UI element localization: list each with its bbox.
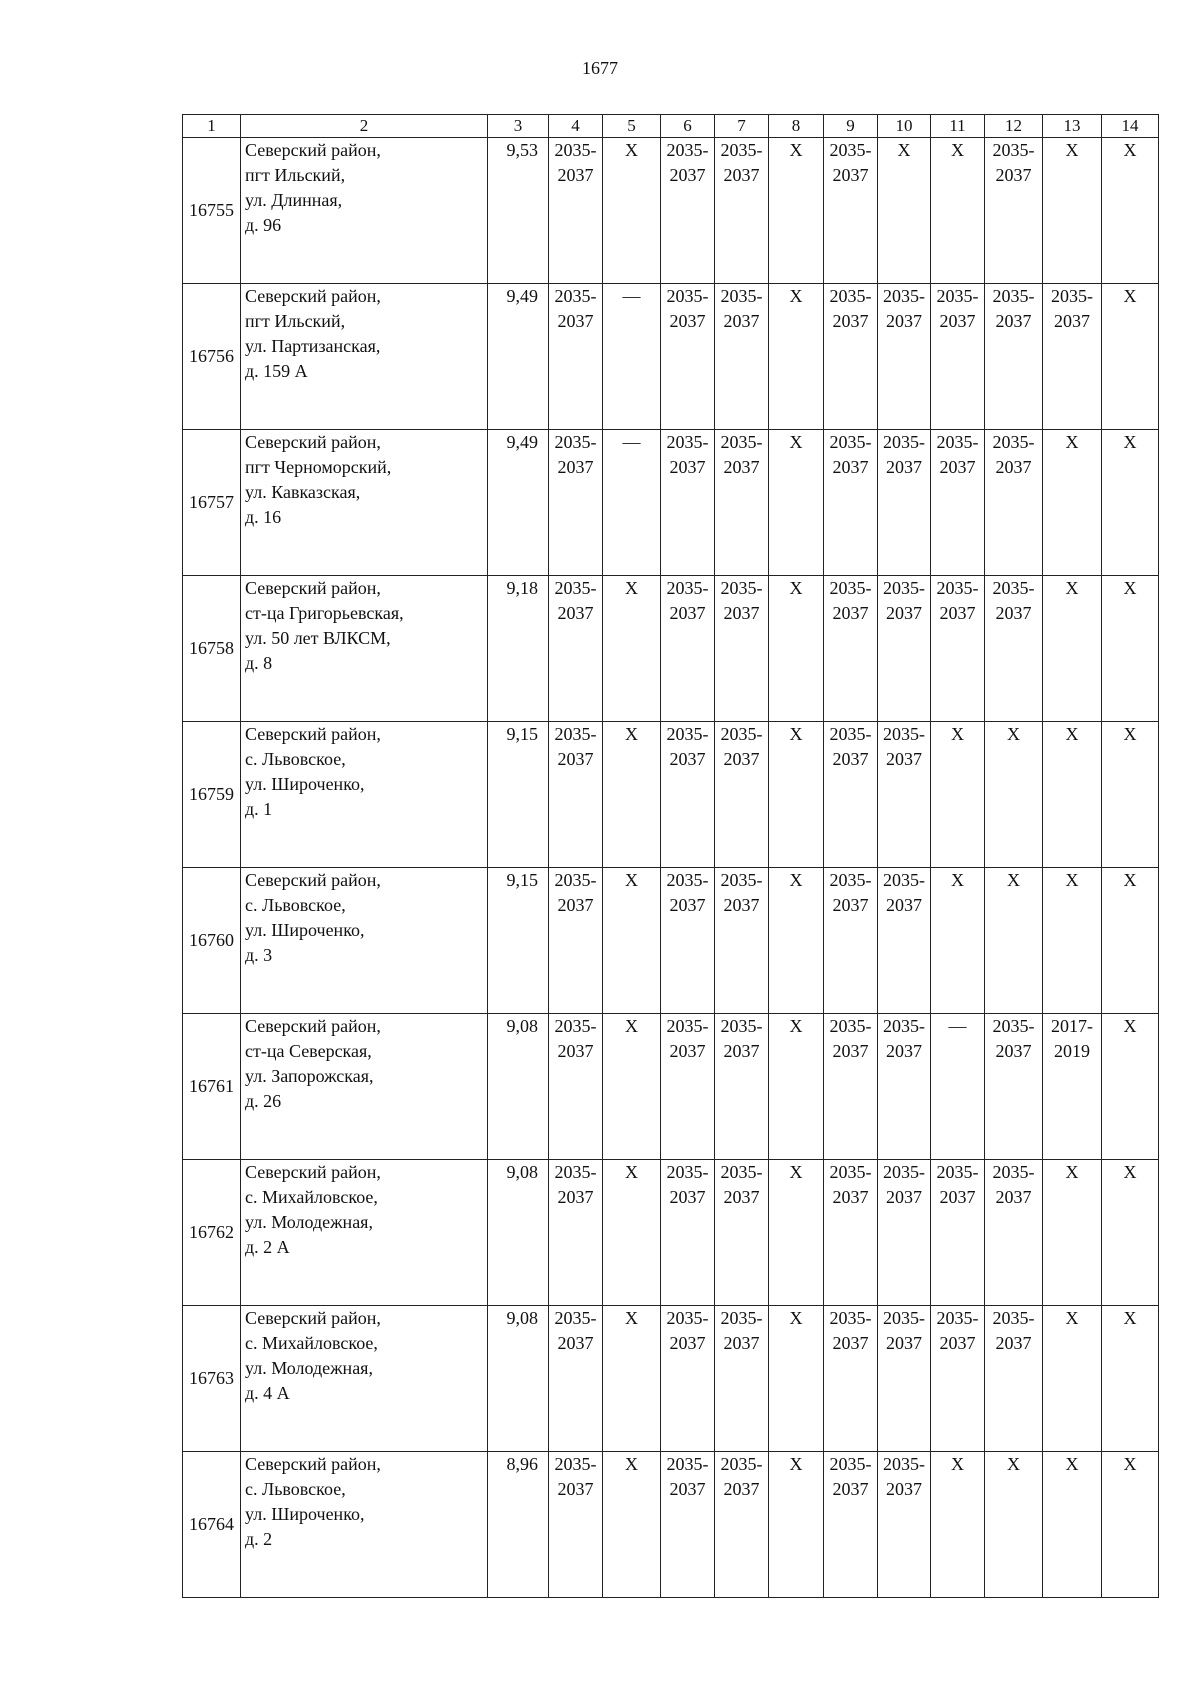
- schedule-cell: Х: [769, 868, 824, 1014]
- schedule-cell: 2035- 2037: [824, 576, 878, 722]
- column-header: 14: [1102, 115, 1159, 138]
- schedule-cell: 2035- 2037: [661, 1160, 715, 1306]
- schedule-cell: Х: [603, 1306, 661, 1452]
- schedule-cell: Х: [603, 1160, 661, 1306]
- schedule-cell: 2035- 2037: [661, 868, 715, 1014]
- schedule-cell: Х: [1043, 1160, 1102, 1306]
- row-number: 16755: [183, 138, 241, 284]
- column-header: 12: [985, 115, 1043, 138]
- column-header: 8: [769, 115, 824, 138]
- schedule-cell: Х: [769, 430, 824, 576]
- schedule-cell: 2035- 2037: [715, 284, 769, 430]
- schedule-cell: Х: [985, 1452, 1043, 1598]
- schedule-cell: Х: [769, 1014, 824, 1160]
- schedule-cell: 2035- 2037: [661, 1014, 715, 1160]
- schedule-cell: Х: [1102, 138, 1159, 284]
- address-line: ул. Запорожская,: [245, 1066, 374, 1086]
- schedule-cell: 2035- 2037: [715, 430, 769, 576]
- column-header: 7: [715, 115, 769, 138]
- schedule-cell: Х: [985, 722, 1043, 868]
- schedule-cell: 2035- 2037: [878, 1306, 931, 1452]
- schedule-cell: 2035- 2037: [985, 430, 1043, 576]
- schedule-cell: 2035- 2037: [824, 138, 878, 284]
- address-line: пгт Ильский,: [245, 311, 346, 331]
- address-line: с. Михайловское,: [245, 1333, 378, 1353]
- schedule-cell: Х: [1043, 1306, 1102, 1452]
- schedule-cell: 2035- 2037: [715, 1306, 769, 1452]
- address-line: с. Львовское,: [245, 749, 346, 769]
- schedule-cell: 2035- 2037: [878, 576, 931, 722]
- address-line: Северский район,: [245, 870, 381, 890]
- schedule-cell: Х: [985, 868, 1043, 1014]
- row-number: 16761: [183, 1014, 241, 1160]
- schedule-cell: 2035- 2037: [661, 138, 715, 284]
- schedule-cell: Х: [1043, 430, 1102, 576]
- address-line: д. 96: [245, 215, 282, 235]
- address-line: с. Львовское,: [245, 895, 346, 915]
- address-cell: [241, 868, 488, 1014]
- address-line: ул. Широченко,: [245, 920, 365, 940]
- schedule-cell: 2035- 2037: [931, 576, 985, 722]
- table-row: [183, 576, 1159, 722]
- address-line: Северский район,: [245, 1308, 381, 1328]
- schedule-cell: 2035- 2037: [824, 430, 878, 576]
- area-value: 9,18: [488, 576, 549, 722]
- schedule-cell: —: [603, 430, 661, 576]
- row-number: 16757: [183, 430, 241, 576]
- schedule-table: [182, 114, 1159, 1598]
- column-header: 10: [878, 115, 931, 138]
- schedule-cell: Х: [1043, 722, 1102, 868]
- address-line: ул. 50 лет ВЛКСМ,: [245, 628, 391, 648]
- address-line: д. 1: [245, 799, 273, 819]
- address-line: ул. Широченко,: [245, 774, 365, 794]
- area-value: 9,08: [488, 1160, 549, 1306]
- schedule-cell: Х: [769, 1306, 824, 1452]
- schedule-cell: 2035- 2037: [985, 1306, 1043, 1452]
- schedule-cell: Х: [1102, 1452, 1159, 1598]
- table-row: [183, 1452, 1159, 1598]
- table-row: [183, 722, 1159, 868]
- table-row: [183, 1160, 1159, 1306]
- schedule-cell: Х: [769, 138, 824, 284]
- schedule-cell: Х: [1043, 576, 1102, 722]
- column-header: 2: [241, 115, 488, 138]
- schedule-cell: 2035- 2037: [1043, 284, 1102, 430]
- address-line: ул. Длинная,: [245, 190, 343, 210]
- schedule-cell: Х: [603, 138, 661, 284]
- schedule-cell: Х: [1102, 576, 1159, 722]
- address-line: д. 26: [245, 1091, 282, 1111]
- address-cell: [241, 284, 488, 430]
- area-value: 9,08: [488, 1306, 549, 1452]
- schedule-cell: 2035- 2037: [985, 576, 1043, 722]
- schedule-cell: Х: [931, 722, 985, 868]
- area-value: 9,08: [488, 1014, 549, 1160]
- schedule-cell: Х: [931, 1452, 985, 1598]
- schedule-cell: 2035- 2037: [931, 1160, 985, 1306]
- address-line: Северский район,: [245, 578, 381, 598]
- schedule-cell: Х: [878, 138, 931, 284]
- area-value: 9,15: [488, 722, 549, 868]
- address-line: пгт Черноморский,: [245, 457, 392, 477]
- schedule-cell: 2035- 2037: [824, 868, 878, 1014]
- column-header: 4: [549, 115, 603, 138]
- address-line: Северский район,: [245, 286, 381, 306]
- schedule-cell: Х: [769, 1452, 824, 1598]
- address-cell: [241, 1306, 488, 1452]
- schedule-cell: 2035- 2037: [715, 138, 769, 284]
- address-line: д. 16: [245, 507, 282, 527]
- schedule-cell: 2035- 2037: [715, 1160, 769, 1306]
- address-line: с. Львовское,: [245, 1479, 346, 1499]
- schedule-cell: 2035- 2037: [549, 576, 603, 722]
- row-number: 16756: [183, 284, 241, 430]
- schedule-cell: 2035- 2037: [931, 430, 985, 576]
- row-number: 16764: [183, 1452, 241, 1598]
- schedule-cell: 2035- 2037: [878, 1452, 931, 1598]
- column-header: 5: [603, 115, 661, 138]
- page-number: 1677: [582, 58, 618, 78]
- schedule-cell: 2035- 2037: [661, 1306, 715, 1452]
- table-row: [183, 284, 1159, 430]
- address-line: Северский район,: [245, 1162, 381, 1182]
- area-value: 9,49: [488, 284, 549, 430]
- schedule-cell: 2035- 2037: [661, 576, 715, 722]
- schedule-cell: Х: [1043, 138, 1102, 284]
- column-header: 3: [488, 115, 549, 138]
- table-row: [183, 868, 1159, 1014]
- column-header: 13: [1043, 115, 1102, 138]
- schedule-cell: 2035- 2037: [661, 722, 715, 868]
- table-row: [183, 430, 1159, 576]
- address-line: ст-ца Северская,: [245, 1041, 372, 1061]
- schedule-cell: 2035- 2037: [549, 1014, 603, 1160]
- schedule-cell: 2017- 2019: [1043, 1014, 1102, 1160]
- schedule-cell: —: [931, 1014, 985, 1160]
- row-number: 16762: [183, 1160, 241, 1306]
- schedule-cell: 2035- 2037: [985, 1160, 1043, 1306]
- schedule-cell: 2035- 2037: [824, 1160, 878, 1306]
- area-value: 9,49: [488, 430, 549, 576]
- schedule-cell: Х: [1043, 868, 1102, 1014]
- table-row: [183, 138, 1159, 284]
- column-header: 6: [661, 115, 715, 138]
- schedule-cell: 2035- 2037: [549, 138, 603, 284]
- schedule-cell: 2035- 2037: [985, 1014, 1043, 1160]
- address-line: Северский район,: [245, 1454, 381, 1474]
- address-line: ул. Молодежная,: [245, 1358, 373, 1378]
- table-row: [183, 1014, 1159, 1160]
- address-cell: [241, 722, 488, 868]
- schedule-cell: 2035- 2037: [661, 1452, 715, 1598]
- schedule-cell: 2035- 2037: [549, 722, 603, 868]
- schedule-cell: Х: [769, 722, 824, 868]
- schedule-cell: 2035- 2037: [878, 868, 931, 1014]
- address-line: ул. Молодежная,: [245, 1212, 373, 1232]
- schedule-cell: 2035- 2037: [549, 1306, 603, 1452]
- row-number: 16758: [183, 576, 241, 722]
- schedule-cell: 2035- 2037: [715, 1014, 769, 1160]
- address-cell: [241, 576, 488, 722]
- schedule-cell: 2035- 2037: [549, 430, 603, 576]
- schedule-cell: Х: [1102, 430, 1159, 576]
- address-line: ул. Партизанская,: [245, 336, 381, 356]
- address-line: д. 2: [245, 1529, 273, 1549]
- schedule-cell: Х: [1102, 868, 1159, 1014]
- schedule-cell: Х: [1043, 1452, 1102, 1598]
- schedule-cell: 2035- 2037: [549, 1160, 603, 1306]
- schedule-cell: 2035- 2037: [878, 1160, 931, 1306]
- address-cell: [241, 1452, 488, 1598]
- schedule-cell: Х: [1102, 284, 1159, 430]
- schedule-cell: 2035- 2037: [878, 722, 931, 868]
- address-cell: [241, 1160, 488, 1306]
- schedule-cell: Х: [603, 1452, 661, 1598]
- address-cell: [241, 430, 488, 576]
- schedule-cell: 2035- 2037: [661, 284, 715, 430]
- schedule-cell: 2035- 2037: [878, 1014, 931, 1160]
- schedule-cell: Х: [1102, 1160, 1159, 1306]
- row-number: 16763: [183, 1306, 241, 1452]
- schedule-cell: 2035- 2037: [715, 1452, 769, 1598]
- column-header: 1: [183, 115, 241, 138]
- schedule-cell: 2035- 2037: [715, 722, 769, 868]
- table-header-row: [183, 115, 1159, 138]
- table-row: [183, 1306, 1159, 1452]
- address-cell: [241, 138, 488, 284]
- schedule-cell: 2035- 2037: [824, 1306, 878, 1452]
- schedule-cell: Х: [1102, 722, 1159, 868]
- address-line: ул. Широченко,: [245, 1504, 365, 1524]
- schedule-cell: Х: [603, 868, 661, 1014]
- schedule-cell: Х: [1102, 1306, 1159, 1452]
- area-value: 8,96: [488, 1452, 549, 1598]
- schedule-cell: 2035- 2037: [549, 868, 603, 1014]
- schedule-cell: 2035- 2037: [878, 284, 931, 430]
- schedule-cell: 2035- 2037: [824, 1014, 878, 1160]
- schedule-cell: 2035- 2037: [878, 430, 931, 576]
- address-line: пгт Ильский,: [245, 165, 346, 185]
- column-header: 9: [824, 115, 878, 138]
- address-line: ст-ца Григорьевская,: [245, 603, 404, 623]
- schedule-cell: 2035- 2037: [549, 284, 603, 430]
- address-line: Северский район,: [245, 140, 381, 160]
- area-value: 9,15: [488, 868, 549, 1014]
- schedule-cell: 2035- 2037: [661, 430, 715, 576]
- schedule-cell: Х: [931, 138, 985, 284]
- schedule-cell: Х: [603, 1014, 661, 1160]
- schedule-cell: Х: [769, 1160, 824, 1306]
- schedule-cell: 2035- 2037: [824, 722, 878, 868]
- row-number: 16760: [183, 868, 241, 1014]
- address-line: ул. Кавказская,: [245, 482, 361, 502]
- address-line: д. 3: [245, 945, 273, 965]
- schedule-cell: Х: [603, 576, 661, 722]
- address-line: Северский район,: [245, 724, 381, 744]
- schedule-cell: —: [603, 284, 661, 430]
- address-line: д. 2 А: [245, 1237, 290, 1257]
- schedule-cell: Х: [769, 284, 824, 430]
- address-line: д. 159 А: [245, 361, 308, 381]
- schedule-cell: Х: [931, 868, 985, 1014]
- schedule-cell: Х: [769, 576, 824, 722]
- schedule-cell: 2035- 2037: [824, 284, 878, 430]
- schedule-cell: 2035- 2037: [931, 1306, 985, 1452]
- address-line: Северский район,: [245, 1016, 381, 1036]
- address-line: Северский район,: [245, 432, 381, 452]
- schedule-cell: Х: [603, 722, 661, 868]
- address-line: д. 4 А: [245, 1383, 290, 1403]
- schedule-cell: 2035- 2037: [715, 576, 769, 722]
- schedule-cell: 2035- 2037: [824, 1452, 878, 1598]
- address-line: с. Михайловское,: [245, 1187, 378, 1207]
- schedule-cell: 2035- 2037: [985, 284, 1043, 430]
- row-number: 16759: [183, 722, 241, 868]
- address-line: д. 8: [245, 653, 273, 673]
- schedule-cell: Х: [1102, 1014, 1159, 1160]
- schedule-cell: 2035- 2037: [549, 1452, 603, 1598]
- schedule-cell: 2035- 2037: [985, 138, 1043, 284]
- schedule-cell: 2035- 2037: [715, 868, 769, 1014]
- area-value: 9,53: [488, 138, 549, 284]
- schedule-cell: 2035- 2037: [931, 284, 985, 430]
- column-header: 11: [931, 115, 985, 138]
- address-cell: [241, 1014, 488, 1160]
